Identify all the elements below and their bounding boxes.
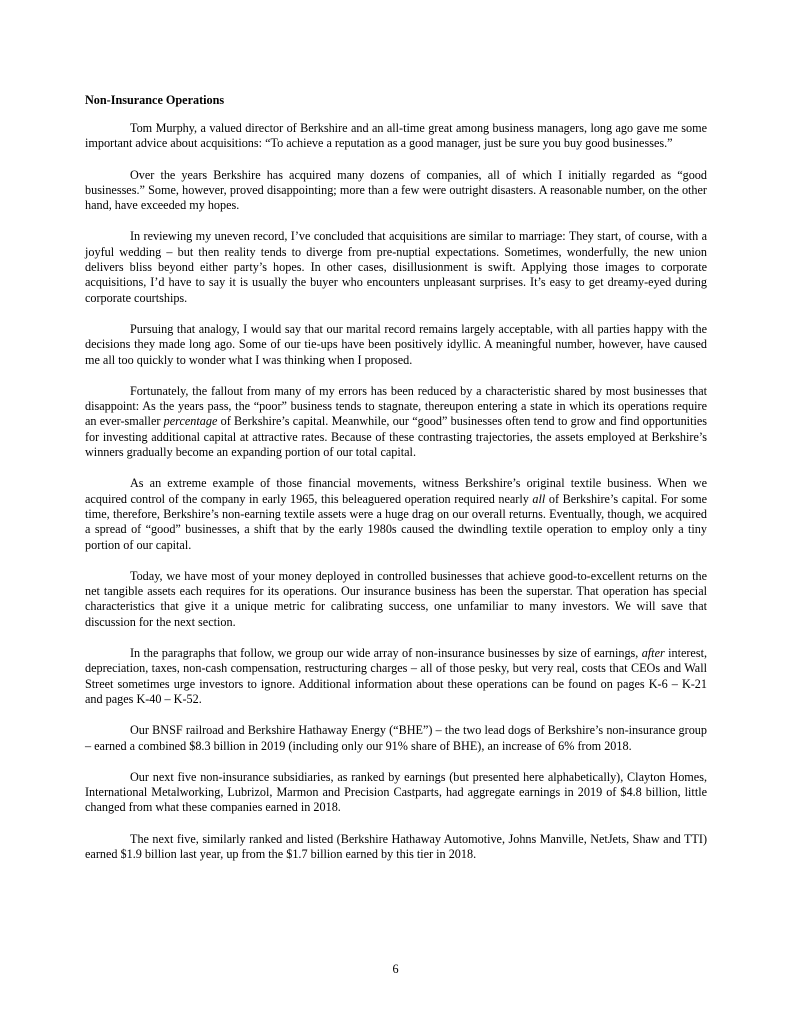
paragraph	[85, 832, 707, 863]
text-run: In the paragraphs that follow, we group our wide array of non-insurance businesses by size of earnings,	[130, 646, 642, 661]
page-body	[85, 91, 707, 878]
emphasis-text: all	[532, 491, 546, 506]
text-run: Our next five non-insurance subsidiaries, as ranked by earnings (but presented here alphabetically), Clayton Homes, International Metalworking, Lubrizol, Marmon and Precision Castparts, had aggregate earnings in 2019 of $4.8 billion, little changed from what these companies earned in 2018.	[85, 769, 707, 815]
emphasis-text: after	[641, 646, 665, 661]
text-run: interest, depreciation, taxes, non-cash compensation, restructuring charges – all of those pesky, but very real, costs that CEOs and Wall Street sometimes urge investors to ignore. Additional information about these operations can be found on pages K-6 – K-21 and pages K-40 – K-52.	[85, 646, 708, 706]
text-run: Our BNSF railroad and Berkshire Hathaway Energy (“BHE”) – the two lead dogs of Berkshire’s non-insurance group – earned a combined $8.3 billion in 2019 (including only our 91% share of BHE), an increase of 6% from 2018.	[85, 723, 707, 753]
text-run: Tom Murphy, a valued director of Berkshire and an all-time great among business managers, long ago gave me some important advice about acquisitions: “To achieve a reputation as a good manager, just be sure you buy good businesses.”	[85, 121, 707, 151]
text-run: Today, we have most of your money deployed in controlled businesses that achieve good-to-excellent returns on the net tangible assets each requires for its operations. Our insurance business has been the superstar. That operation has special characteristics that give it a unique metric for calibrating success, one unfamiliar to many investors. We will save that discussion for the next section.	[85, 568, 707, 629]
text-run: Over the years Berkshire has acquired many dozens of companies, all of which I initially regarded as “good businesses.” Some, however, proved disappointing; more than a few were outright disasters. A reasonable number, on the other hand, have exceeded my hopes.	[85, 167, 707, 213]
paragraph	[85, 168, 707, 214]
text-run: As an extreme example of those financial movements, witness Berkshire’s original textile business. When we acquired control of the company in early 1965, this beleaguered operation required nearly	[85, 476, 707, 506]
text-run: Pursuing that analogy, I would say that our marital record remains largely acceptable, with all parties happy with the decisions they made long ago. Some of our tie-ups have been positively idyllic. A meaningful number, however, have caused me all too quickly to wonder what I was thinking when I proposed.	[85, 321, 707, 367]
paragraph	[85, 476, 707, 552]
paragraph	[85, 770, 707, 816]
paragraph	[85, 322, 707, 368]
text-run: In reviewing my uneven record, I’ve concluded that acquisitions are similar to marriage: They start, of course, with a joyful wedding – but then reality tends to diverge from pre-nuptial expectations. Sometimes, wonderfully, the new union delivers bliss beyond either party’s hopes. In other cases, disillusionment is swift. Applying those images to corporate acquisitions, I’d have to say it is usually the buyer who encounters unpleasant surprises. It’s easy to get dreamy-eyed during corporate courtships.	[85, 229, 707, 305]
paragraph	[85, 569, 707, 630]
paragraph	[85, 723, 707, 754]
text-run: of Berkshire’s capital. Meanwhile, our “good” businesses often tend to grow and find opportunities for investing additional capital at attractive rates. Because of these contrasting trajectories, the assets employed at Berkshire’s winners gradually become an expanding portion of our total capital.	[85, 414, 707, 460]
paragraph	[85, 229, 707, 305]
text-run: Fortunately, the fallout from many of my errors has been reduced by a characteristic shared by most businesses that disappoint: As the years pass, the “poor” business tends to stagnate, thereupon entering a state in which its operations require an ever-smaller	[85, 383, 707, 429]
section-heading: Non-Insurance Operations	[85, 93, 225, 107]
paragraph	[85, 646, 707, 707]
emphasis-text: percentage	[163, 414, 218, 429]
text-run: The next five, similarly ranked and listed (Berkshire Hathaway Automotive, Johns Manville, NetJets, Shaw and TTI) earned $1.9 billion last year, up from the $1.7 billion earned by this tier in 2018.	[85, 831, 707, 861]
paragraph	[85, 384, 707, 460]
page-number: 6	[392, 962, 399, 976]
paragraph	[85, 121, 707, 152]
text-run: of Berkshire’s capital. For some time, therefore, Berkshire’s non-earning textile assets were a huge drag on our overall returns. Eventually, though, we acquired a spread of “good” businesses, a shift that by the early 1980s caused the dwindling textile operation to employ only a tiny portion of our capital.	[85, 491, 707, 552]
paragraph-list	[85, 121, 707, 862]
